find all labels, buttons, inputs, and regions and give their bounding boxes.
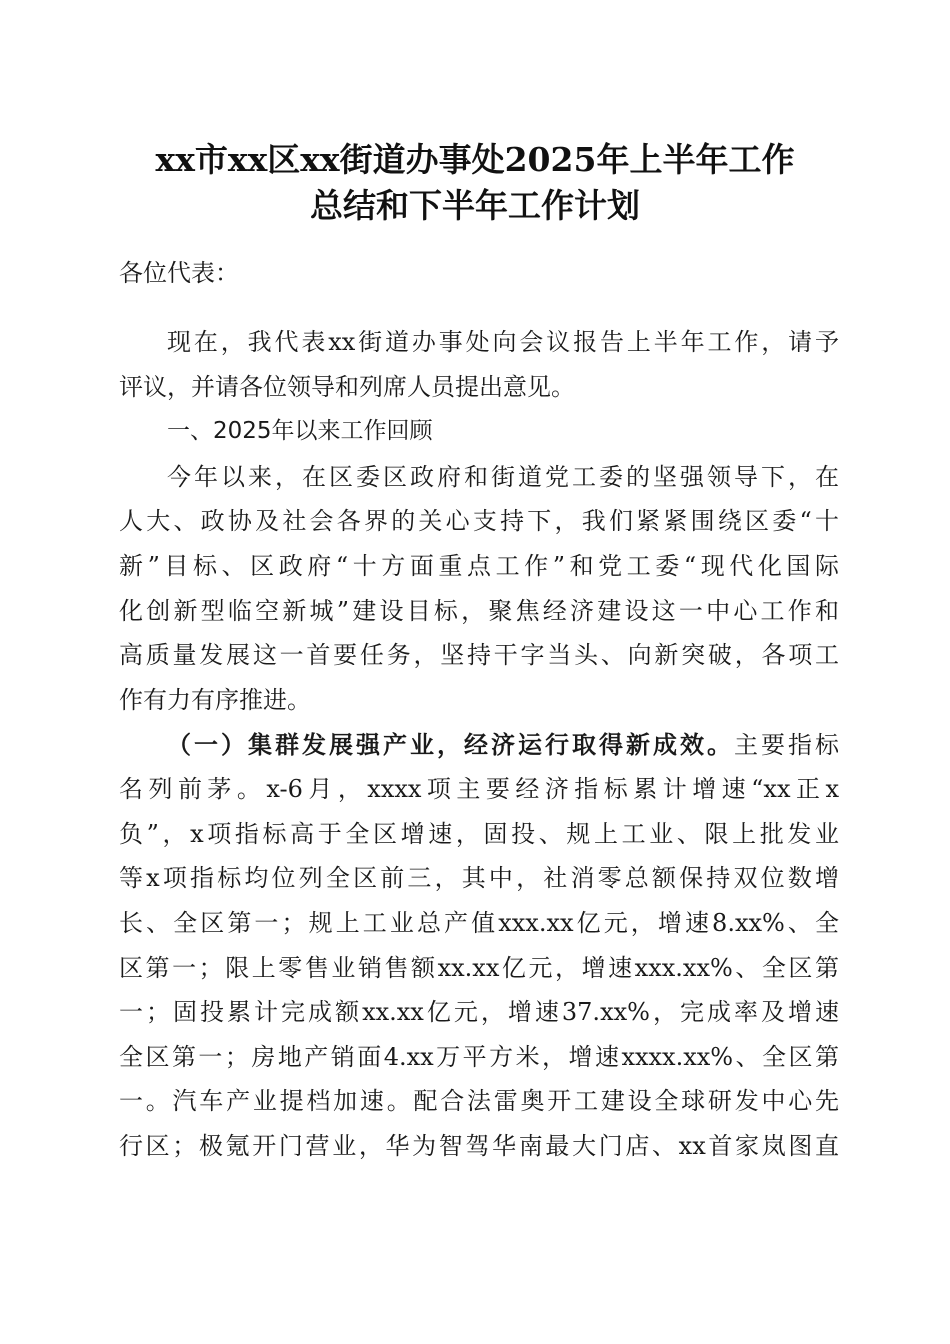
paragraph-line: 行区；极氪开门营业，华为智驾华南最大门店、xx首家岚图直 <box>119 1132 839 1160</box>
paragraph-line: 全区第一；房地产销面4.xx万平方米，增速xxxx.xx%、全区第 <box>119 1043 839 1071</box>
paragraph-line: 作有力有序推进。 <box>119 686 311 714</box>
section-heading: 一、2025年以来工作回顾 <box>167 418 433 444</box>
paragraph-line: 负”，x项指标高于全区增速，固投、规上工业、限上批发业 <box>119 820 839 848</box>
paragraph-line: 长、全区第一；规上工业总产值xxx.xx亿元，增速8.xx%、全 <box>119 909 839 937</box>
paragraph-line: 名列前茅。x-6月，xxxx项主要经济指标累计增速“xx正x <box>119 775 839 803</box>
paragraph-line: 等x项指标均位列全区前三，其中，社消零总额保持双位数增 <box>119 864 839 892</box>
paragraph-line: 高质量发展这一首要任务，坚持干字当头、向新突破，各项工 <box>119 641 839 669</box>
paragraph-line: 化创新型临空新城”建设目标，聚焦经济建设这一中心工作和 <box>119 597 839 625</box>
paragraph-line: 人大、政协及社会各界的关心支持下，我们紧紧围绕区委“十 <box>119 507 839 535</box>
document-title-line-1: xx市xx区xx街道办事处2025年上半年工作 <box>155 140 795 179</box>
document-title-line-2: 总结和下半年工作计划 <box>310 186 640 225</box>
paragraph-line: 今年以来，在区委区政府和街道党工委的坚强领导下，在 <box>167 463 839 491</box>
intro-line: 现在，我代表xx街道办事处向会议报告上半年工作，请予 <box>167 328 839 356</box>
paragraph-line: 一；固投累计完成额xx.xx亿元，增速37.xx%，完成率及增速 <box>119 998 839 1026</box>
subsection-first-line <box>167 723 839 767</box>
paragraph-line: 一。汽车产业提档加速。配合法雷奥开工建设全球研发中心先 <box>119 1087 839 1115</box>
subsection-heading: （一）集群发展强产业，经济运行取得新成效。 <box>167 730 734 759</box>
paragraph-line: 区第一；限上零售业销售额xx.xx亿元，增速xxx.xx%、全区第 <box>119 954 839 982</box>
intro-line: 评议，并请各位领导和列席人员提出意见。 <box>119 373 575 401</box>
salutation: 各位代表： <box>119 259 239 287</box>
subsection-text: 主要指标 <box>734 731 839 759</box>
paragraph-line: 新”目标、区政府“十方面重点工作”和党工委“现代化国际 <box>119 552 839 580</box>
